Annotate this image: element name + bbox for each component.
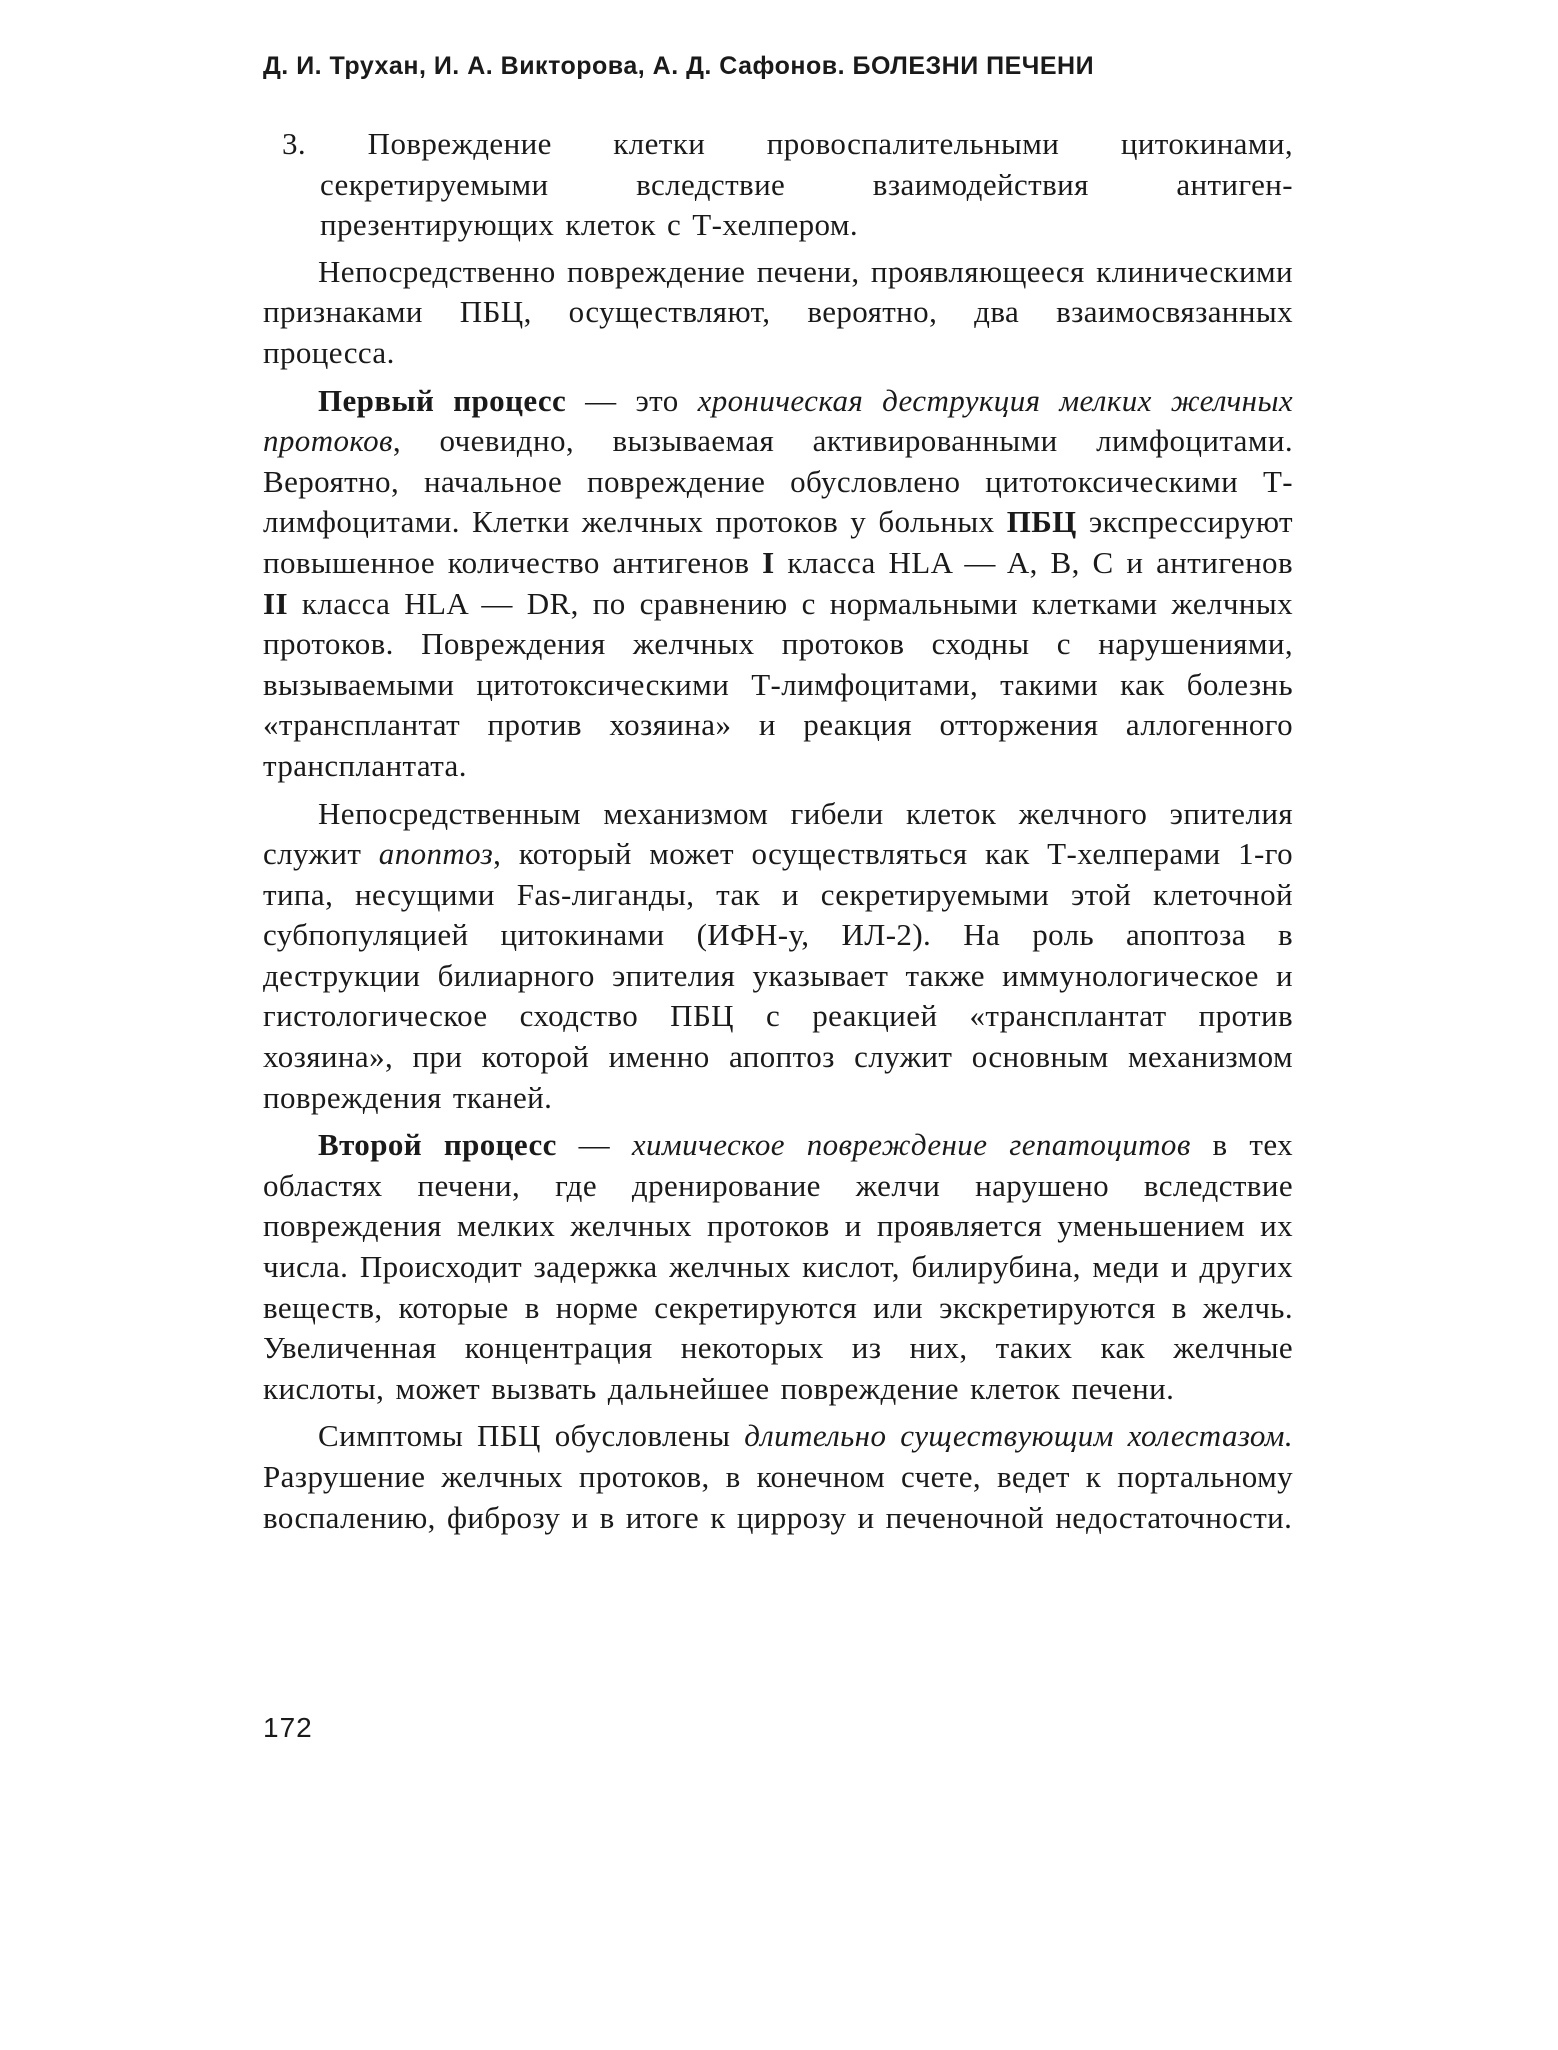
paragraph-text: Симптомы ПБЦ обусловлены bbox=[318, 1418, 745, 1454]
paragraph-second-process bbox=[263, 1125, 1293, 1409]
page-body bbox=[263, 124, 1293, 1538]
list-item-3 bbox=[263, 124, 1293, 246]
cholestasis-emphasis: длительно существующим холестазом. bbox=[744, 1418, 1293, 1454]
dash-text: — bbox=[556, 1127, 632, 1163]
paragraph-text: экспрессируют повышенное количество антигенов bbox=[263, 504, 1293, 580]
paragraph-text: , который может осуществляться как Т-хелперами 1-го типа, несущими Fas-лиганды, так и секретируемыми этой клеточной субпопуляцией цитокинами (ИФН-у, ИЛ-2). На роль апоптоза в деструкции билиарного эпителия указывает также иммунологическое и гистологическое сходство ПБЦ с реакцией «трансплантат против хозяина», при которой именно апоптоз служит основным механизмом повреждения тканей. bbox=[263, 836, 1293, 1115]
hla-class-1: I bbox=[762, 544, 775, 580]
paragraph-apoptosis bbox=[263, 794, 1293, 1119]
paragraph-text: класса HLA — DR, по сравнению с нормальными клетками желчных протоков. Повреждения желчных протоков сходны с нарушениями, вызываемыми цитотоксическими Т-лимфоцитами, такими как болезнь «трансплантат против хозяина» и реакция отторжения аллогенного трансплантата. bbox=[263, 585, 1293, 783]
first-process-emphasis: хроническая деструкция мелких желчных протоков bbox=[263, 382, 1293, 459]
paragraph-text: Разрушение желчных протоков, в конечном счете, ведет к портальному воспалению, фиброзу и в итоге к циррозу и печеночной недостаточности. bbox=[263, 1459, 1293, 1535]
paragraph-processes-intro bbox=[263, 252, 1293, 374]
paragraph-text: Непосредственно повреждение печени, проявляющееся клиническими признаками ПБЦ, осуществляют, вероятно, два взаимосвязанных процесса. bbox=[263, 253, 1293, 370]
paragraph-first-process bbox=[263, 381, 1293, 787]
running-header: Д. И. Трухан, И. А. Викторова, А. Д. Сафонов. БОЛЕЗНИ ПЕЧЕНИ bbox=[263, 52, 1095, 80]
paragraph-text: в тех областях печени, где дренирование желчи нарушено вследствие повреждения мелких желчных протоков и проявляется уменьшением их числа. Происходит задержка желчных кислот, билирубина, меди и других веществ, которые в норме секретируются или экскретируются в желчь. Увеличенная концентрация некоторых из них, таких как желчные кислоты, может вызвать дальнейшее повреждение клеток печени. bbox=[263, 1127, 1294, 1406]
page-number: 172 bbox=[263, 1712, 313, 1743]
paragraph-text: класса HLA — A, B, C и антигенов bbox=[774, 544, 1293, 580]
hla-class-2: II bbox=[263, 585, 288, 621]
list-item-text: Повреждение клетки провоспалительными цитокинами, секретируемыми вследствие взаимодействия антиген-презентирующих клеток с Т-хелпером. bbox=[320, 126, 1293, 243]
list-marker: 3. bbox=[282, 126, 307, 161]
apoptosis-emphasis: апоптоз bbox=[378, 836, 494, 872]
paragraph-text: Непосредственным механизмом гибели клеток желчного эпителия служит bbox=[263, 795, 1293, 872]
pbc-abbreviation: ПБЦ bbox=[1006, 504, 1077, 540]
dash-text: — это bbox=[566, 382, 698, 418]
second-process-emphasis: химическое повреждение гепатоцитов bbox=[631, 1127, 1191, 1163]
paragraph-symptoms bbox=[263, 1416, 1293, 1538]
paragraph-text: , очевидно, вызываемая активированными лимфоцитами. Вероятно, начальное повреждение обусловлено цитотоксическими Т-лимфоцитами. Клетки желчных протоков у больных bbox=[263, 423, 1293, 540]
second-process-heading: Второй процесс bbox=[318, 1127, 557, 1163]
first-process-heading: Первый процесс bbox=[318, 382, 567, 418]
